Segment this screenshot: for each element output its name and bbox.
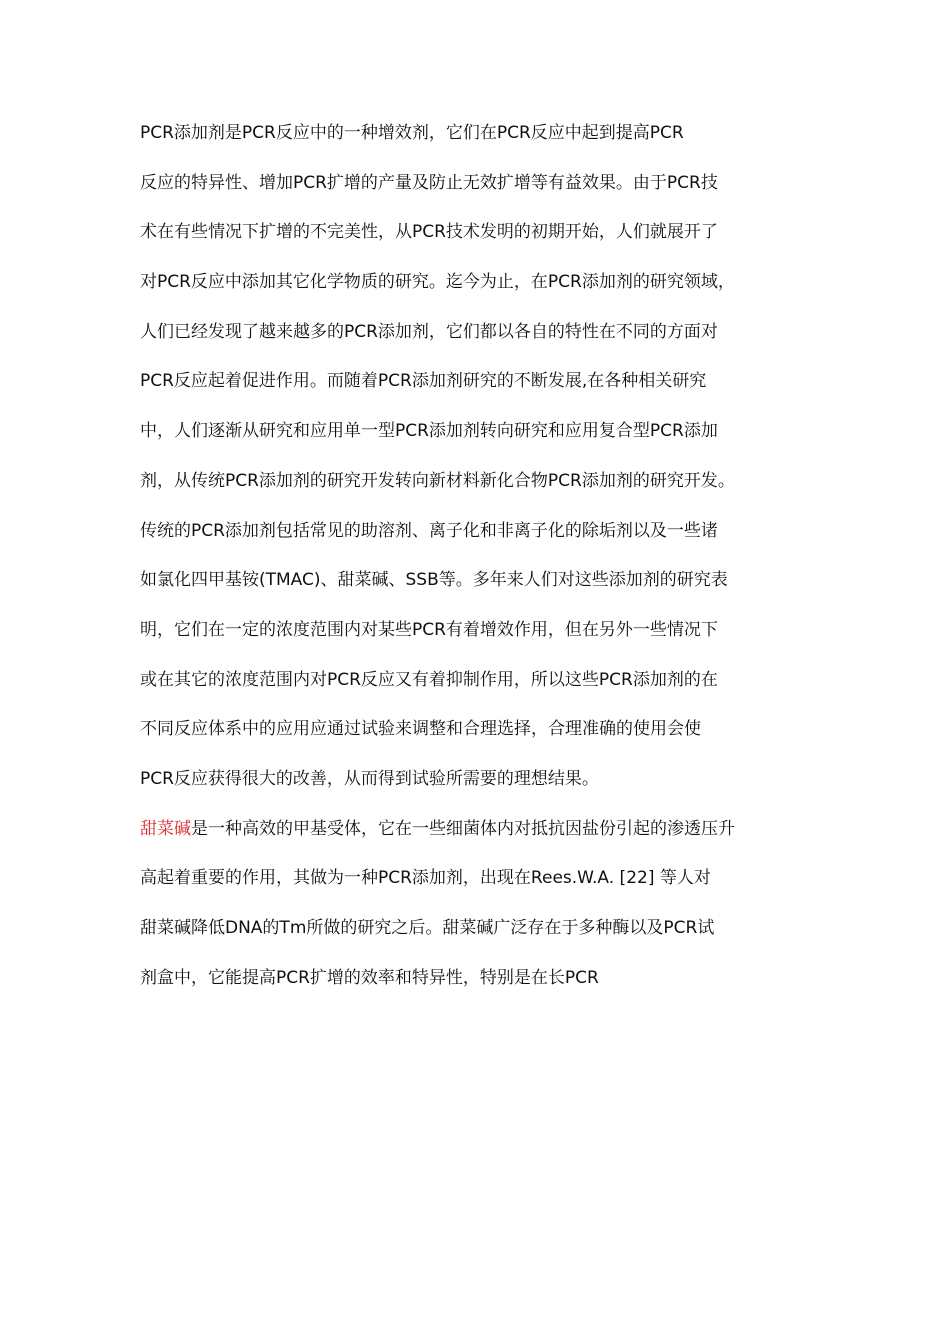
highlighted-term: 甜菜碱 (140, 818, 191, 839)
text-line: 术在有些情况下扩增的不完美性，从PCR技术发明的初期开始，人们就展开了 (140, 222, 718, 243)
text-line: PCR添加剂是PCR反应中的一种增效剂，它们在PCR反应中起到提高PCR (140, 123, 684, 143)
text-line: 对PCR反应中添加其它化学物质的研究。迄今为止，在PCR添加剂的研究领域， (140, 272, 735, 293)
text-line: 传统的PCR添加剂包括常见的助溶剂、离子化和非离子化的除垢剂以及一些诸 (140, 520, 718, 541)
text-line: PCR反应获得很大的改善，从而得到试验所需要的理想结果。 (140, 768, 599, 789)
document-body (140, 113, 820, 1007)
text-line: 人们已经发现了越来越多的PCR添加剂，它们都以各自的特性在不同的方面对 (140, 321, 718, 342)
text-line: 高起着重要的作用，其做为一种PCR添加剂，出现在Rees.W.A. [22] 等人对 (140, 868, 711, 889)
text-line: 或在其它的浓度范围内对PCR反应又有着抑制作用，所以这些PCR添加剂的在 (140, 669, 718, 690)
text-line: 明，它们在一定的浓度范围内对某些PCR有着增效作用，但在另外一些情况下 (140, 619, 718, 640)
text-line: 甜菜碱降低DNA的Tm所做的研究之后。甜菜碱广泛存在于多种酶以及PCR试 (140, 918, 715, 938)
text-line: 不同反应体系中的应用应通过试验来调整和合理选择，合理准确的使用会使 (140, 719, 701, 740)
text-line: 剂盒中，它能提高PCR扩增的效率和特异性，特别是在长PCR (140, 967, 599, 988)
text-line: 如氯化四甲基铵(TMAC)、甜菜碱、SSB等。多年来人们对这些添加剂的研究表 (140, 570, 728, 591)
text-fragment: 是一种高效的甲基受体，它在一些细菌体内对抵抗因盐份引起的渗透压升 (191, 818, 735, 839)
text-line: 中，人们逐渐从研究和应用单一型PCR添加剂转向研究和应用复合型PCR添加 (140, 421, 718, 442)
paragraph-betaine (140, 809, 820, 1008)
text-line: PCR反应起着促进作用。而随着PCR添加剂研究的不断发展,在各种相关研究 (140, 371, 707, 392)
text-line: 反应的特异性、增加PCR扩增的产量及防止无效扩增等有益效果。由于PCR技 (140, 172, 718, 193)
paragraph-pcr-additives (140, 113, 820, 809)
text-line: 剂，从传统PCR添加剂的研究开发转向新材料新化合物PCR添加剂的研究开发。 (140, 470, 735, 491)
text-line (140, 809, 820, 859)
